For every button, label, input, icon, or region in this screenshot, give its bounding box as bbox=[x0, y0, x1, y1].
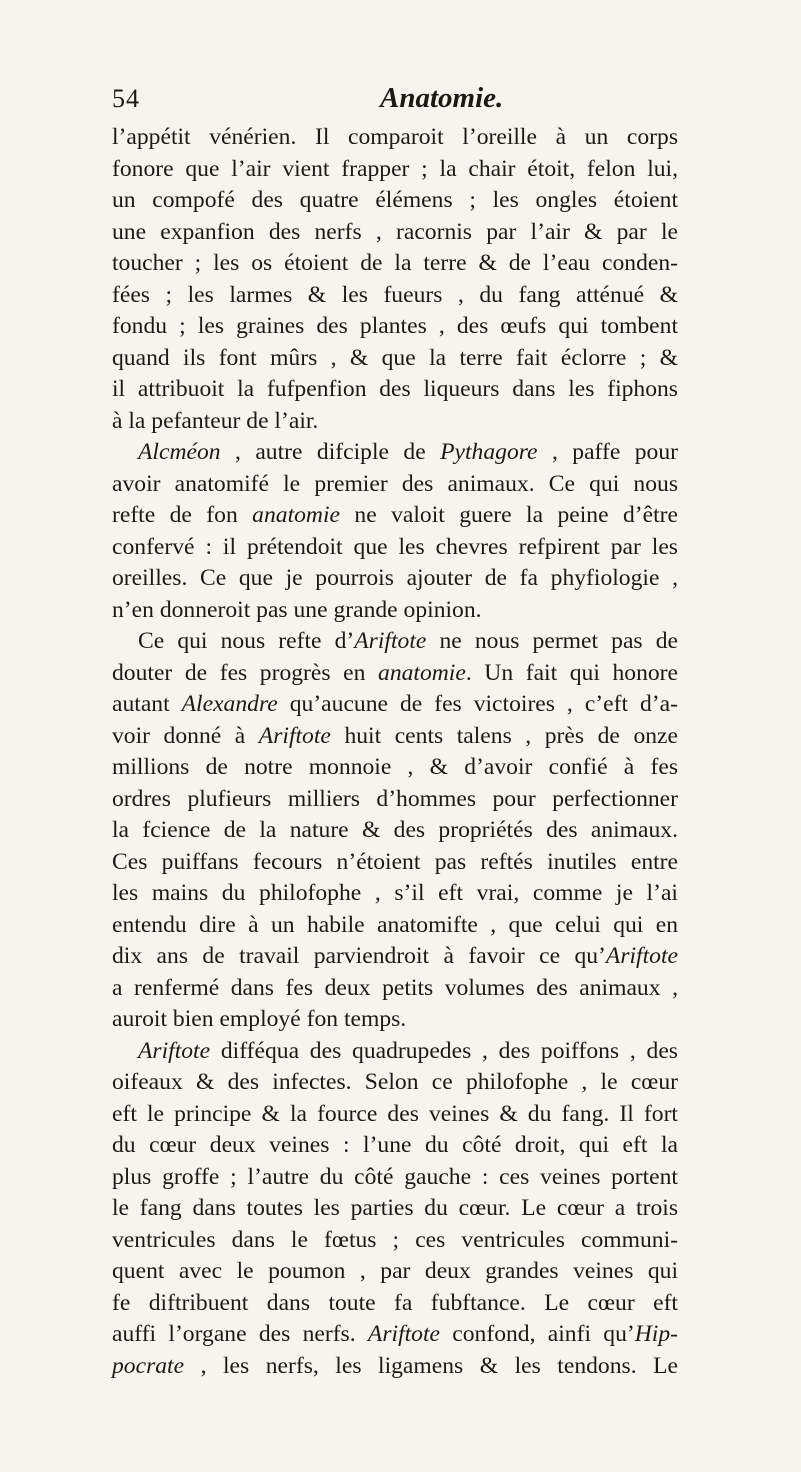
text-line: n’en donneroit pas une grande opinion. bbox=[112, 596, 482, 623]
text-line: quent avec le poumon , par deux grandes veines qui bbox=[112, 1258, 678, 1284]
text-line: plus groffe ; l’autre du côté gauche : ces veines portent bbox=[112, 1163, 678, 1190]
text-line: Ces puiffans fecours n’étoient pas reftés inutiles entre bbox=[112, 848, 678, 875]
text-line: oreilles. Ce que je pourrois ajouter de fa phyfiologie , bbox=[112, 565, 678, 591]
text-line: les mains du philofophe , s’il eft vrai, comme je l’ai bbox=[112, 880, 678, 906]
paragraph-start-line: Ariftote difféqua des quadrupedes , des poiffons , des bbox=[138, 1037, 678, 1064]
text-line: du cœur deux veines : l’une du côté droit, qui eft la bbox=[112, 1132, 678, 1158]
text-line: fonore que l’air vient frapper ; la chair étoit, felon lui, bbox=[112, 155, 678, 182]
text-line: fondu ; les graines des plantes , des œufs qui tombent bbox=[112, 313, 678, 339]
text-line: autant Alexandre qu’aucune de fes victoires , c’eft d’a- bbox=[112, 691, 678, 717]
text-line: la fcience de la nature & des propriétés des animaux. bbox=[112, 817, 678, 843]
text-line: toucher ; les os étoient de la terre & de l’eau conden- bbox=[112, 250, 678, 276]
text-line: a renfermé dans fes deux petits volumes des animaux , bbox=[112, 974, 678, 1001]
running-head: Anatomie. bbox=[380, 82, 504, 114]
text-line: ventricules dans le fœtus ; ces ventricules communi- bbox=[112, 1226, 678, 1253]
text-line: fées ; les larmes & les fueurs , du fang atténué & bbox=[112, 281, 678, 308]
page-header bbox=[112, 84, 672, 124]
text-line: millions de notre monnoie , & d’avoir confié à fes bbox=[112, 754, 678, 780]
body-text bbox=[112, 122, 678, 1382]
text-line: entendu dire à un habile anatomifte , que celui qui en bbox=[112, 911, 678, 938]
text-line: à la pefanteur de l’air. bbox=[112, 407, 319, 434]
text-line: quand ils font mûrs , & que la terre fait éclorre ; & bbox=[112, 344, 678, 371]
text-line: fe diftribuent dans toute fa fubftance. Le cœur eft bbox=[112, 1289, 678, 1316]
paragraph-start-line: Ce qui nous refte d’Ariftote ne nous permet pas de bbox=[138, 628, 679, 654]
text-line: ordres plufieurs milliers d’hommes pour perfectionner bbox=[112, 785, 678, 812]
text-line: oifeaux & des infectes. Selon ce philofophe , le cœur bbox=[112, 1069, 678, 1095]
text-line: refte de fon anatomie ne valoit guere la peine d’être bbox=[112, 502, 678, 528]
text-line: un compofé des quatre élémens ; les ongles étoient bbox=[112, 187, 678, 213]
text-line: il attribuoit la fufpenfion des liqueurs dans les fiphons bbox=[112, 376, 678, 402]
text-line: une expanfion des nerfs , racornis par l’air & par le bbox=[112, 218, 678, 245]
text-line: dix ans de travail parviendroit à favoir ce qu’Ariftote bbox=[112, 943, 678, 969]
text-line: auroit bien employé fon temps. bbox=[112, 1006, 407, 1032]
text-line: voir donné à Ariftote huit cents talens , près de onze bbox=[112, 722, 678, 749]
paragraph-start-line: Alcméon , autre difciple de Pythagore , paffe pour bbox=[138, 439, 678, 465]
text-line: auffi l’organe des nerfs. Ariftote confond, ainfi qu’Hip- bbox=[112, 1321, 678, 1347]
text-line: avoir anatomifé le premier des animaux. Ce qui nous bbox=[112, 470, 678, 497]
text-line: l’appétit vénérien. Il comparoit l’oreille à un corps bbox=[112, 124, 678, 150]
text-line: confervé : il prétendoit que les chevres refpirent par les bbox=[112, 533, 678, 560]
text-line: eft le principe & la fource des veines & du fang. Il fort bbox=[112, 1100, 678, 1127]
text-line: pocrate , les nerfs, les ligamens & les tendons. Le bbox=[112, 1352, 678, 1379]
text-line: le fang dans toutes les parties du cœur. Le cœur a trois bbox=[112, 1195, 678, 1221]
page-number: 54 bbox=[112, 84, 140, 113]
text-line: douter de fes progrès en anatomie. Un fait qui honore bbox=[112, 659, 679, 686]
